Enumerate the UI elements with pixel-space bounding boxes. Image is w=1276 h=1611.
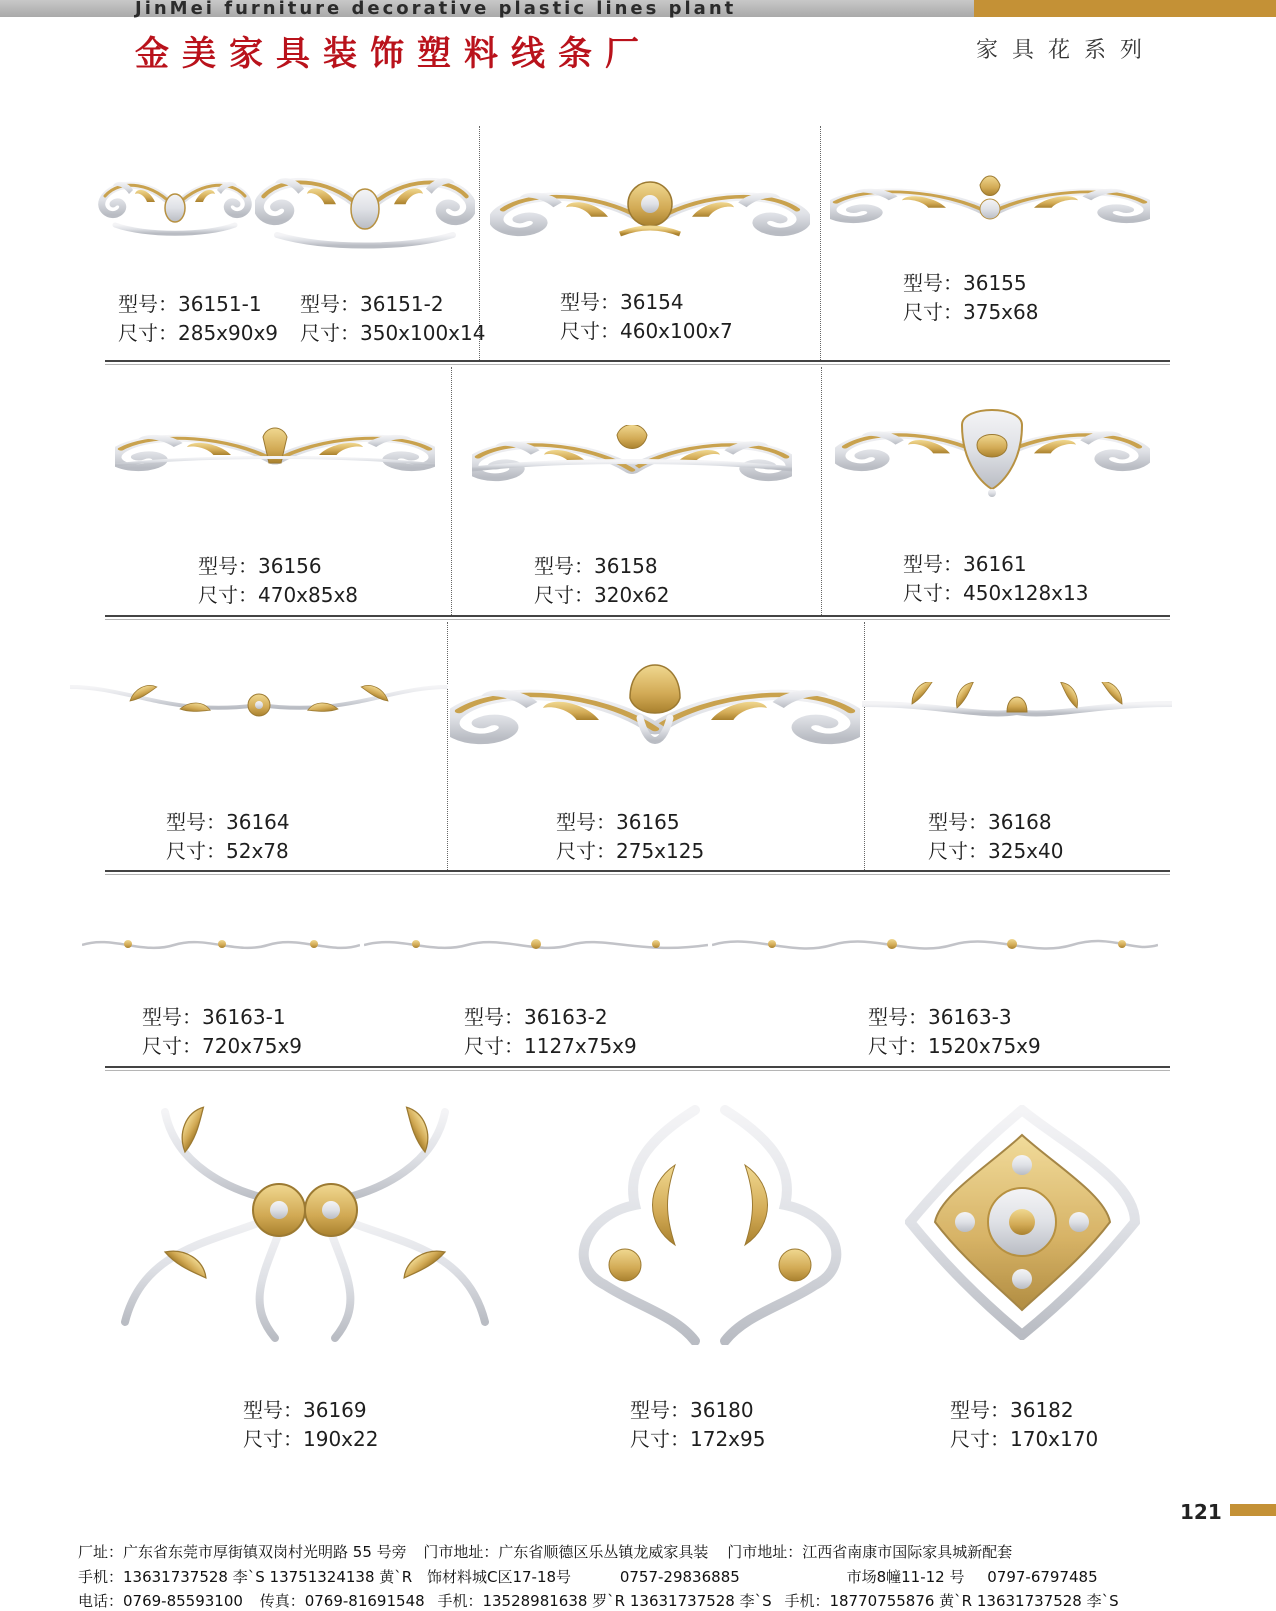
dimensions: 尺寸：460x100x7 <box>560 319 733 343</box>
product-label-36163-3 <box>868 1003 1041 1061</box>
nankang-phone: 0797-6797485 <box>987 1568 1098 1586</box>
product-label-36168 <box>928 808 1063 866</box>
shunde-address-detail: 饰材料城C区17-18号 <box>427 1568 572 1586</box>
product-label-36169 <box>243 1396 378 1454</box>
series-label: 家具花系列 <box>976 38 1157 63</box>
column-divider <box>821 367 822 615</box>
row-divider <box>105 615 1170 617</box>
product-label-36156 <box>198 552 358 610</box>
ornament-36161 <box>835 405 1150 500</box>
footer-phone-line <box>78 1590 1119 1611</box>
factory-mobile: 手机：13631737528 李`S 13751324138 黄`R <box>78 1568 413 1586</box>
ornament-36154 <box>490 168 810 248</box>
ornament-36165 <box>450 658 860 756</box>
product-label-36163-2 <box>464 1003 637 1061</box>
ornament-36163-2 <box>364 930 708 960</box>
model-number: 型号：36163-3 <box>868 1005 1012 1029</box>
dimensions: 尺寸：275x125 <box>556 839 705 863</box>
page-number: 121 <box>1180 1500 1222 1524</box>
header-gold-bar <box>974 0 1276 17</box>
ornament-36158 <box>472 425 792 495</box>
factory-address: 厂址：广东省东莞市厚街镇双岗村光明路 55 号旁 <box>78 1543 407 1561</box>
english-title: JinMei furniture decorative plastic lines plant <box>135 0 737 19</box>
dimensions: 尺寸：1520x75x9 <box>868 1034 1041 1058</box>
model-number: 型号：36163-2 <box>464 1005 608 1029</box>
ornament-36163-1 <box>82 930 360 960</box>
row-divider <box>105 1066 1170 1068</box>
dimensions: 尺寸：320x62 <box>534 583 670 607</box>
model-number: 型号：36151-2 <box>300 292 444 316</box>
chinese-title: 金美家具装饰塑料线条厂 <box>135 34 652 74</box>
model-number: 型号：36158 <box>534 554 658 578</box>
model-number: 型号：36180 <box>630 1398 754 1422</box>
dimensions: 尺寸：170x170 <box>950 1427 1099 1451</box>
ornament-36151-1 <box>95 170 255 240</box>
product-label-36182 <box>950 1396 1098 1454</box>
dimensions: 尺寸：470x85x8 <box>198 583 359 607</box>
model-number: 型号：36161 <box>903 552 1027 576</box>
footer-contact-line <box>78 1566 1098 1587</box>
dimensions: 尺寸：375x68 <box>903 300 1039 324</box>
model-number: 型号：36169 <box>243 1398 367 1422</box>
ornament-36180 <box>565 1105 855 1345</box>
factory-fax: 传真：0769-81691548 <box>259 1592 425 1610</box>
ornament-36156 <box>115 425 435 485</box>
ornament-36163-3 <box>712 928 1158 962</box>
page-tab <box>1230 1504 1276 1516</box>
product-label-36163-1 <box>142 1003 302 1061</box>
ornament-36169 <box>105 1102 505 1342</box>
model-number: 型号：36154 <box>560 290 684 314</box>
product-label-36165 <box>556 808 704 866</box>
shop-address-nankang: 门市地址：江西省南康市国际家具城新配套 <box>727 1543 1013 1561</box>
product-label-36158 <box>534 552 669 610</box>
ornament-36164 <box>70 677 448 727</box>
model-number: 型号：36168 <box>928 810 1052 834</box>
dimensions: 尺寸：190x22 <box>243 1427 379 1451</box>
column-divider <box>820 126 821 360</box>
dimensions: 尺寸：285x90x9 <box>118 321 279 345</box>
dimensions: 尺寸：350x100x14 <box>300 321 486 345</box>
model-number: 型号：36156 <box>198 554 322 578</box>
dimensions: 尺寸：52x78 <box>166 839 289 863</box>
dimensions: 尺寸：720x75x9 <box>142 1034 303 1058</box>
nankang-address-detail: 市场8幢11-12 号 <box>846 1568 965 1586</box>
row-divider <box>105 870 1170 872</box>
column-divider <box>864 622 865 870</box>
product-label-36180 <box>630 1396 765 1454</box>
model-number: 型号：36151-1 <box>118 292 262 316</box>
ornament-36168 <box>862 682 1172 727</box>
product-label-36164 <box>166 808 290 866</box>
nankang-mobile: 手机：18770755876 黄`R 13631737528 李`S <box>784 1592 1119 1610</box>
shunde-mobile: 手机：13528981638 罗`R 13631737528 李`S <box>437 1592 772 1610</box>
dimensions: 尺寸：325x40 <box>928 839 1064 863</box>
factory-phone: 电话：0769-85593100 <box>78 1592 243 1610</box>
column-divider <box>451 367 452 615</box>
dimensions: 尺寸：172x95 <box>630 1427 766 1451</box>
product-label-36155 <box>903 269 1038 327</box>
product-label-36154 <box>560 288 733 346</box>
footer-address-line <box>78 1541 1012 1562</box>
model-number: 型号：36163-1 <box>142 1005 286 1029</box>
dimensions: 尺寸：450x128x13 <box>903 581 1089 605</box>
product-label-36161 <box>903 550 1088 608</box>
product-label-36151-2 <box>300 290 485 348</box>
ornament-36155 <box>830 175 1150 235</box>
model-number: 型号：36165 <box>556 810 680 834</box>
shunde-phone: 0757-29836885 <box>619 1568 740 1586</box>
model-number: 型号：36182 <box>950 1398 1074 1422</box>
ornament-36182 <box>905 1105 1140 1340</box>
product-label-36151-1 <box>118 290 278 348</box>
column-divider <box>447 622 448 870</box>
model-number: 型号：36164 <box>166 810 290 834</box>
row-divider <box>105 360 1170 362</box>
shop-address-shunde: 门市地址：广东省顺德区乐丛镇龙威家具装 <box>423 1543 709 1561</box>
ornament-36151-2 <box>255 165 475 250</box>
model-number: 型号：36155 <box>903 271 1027 295</box>
dimensions: 尺寸：1127x75x9 <box>464 1034 637 1058</box>
